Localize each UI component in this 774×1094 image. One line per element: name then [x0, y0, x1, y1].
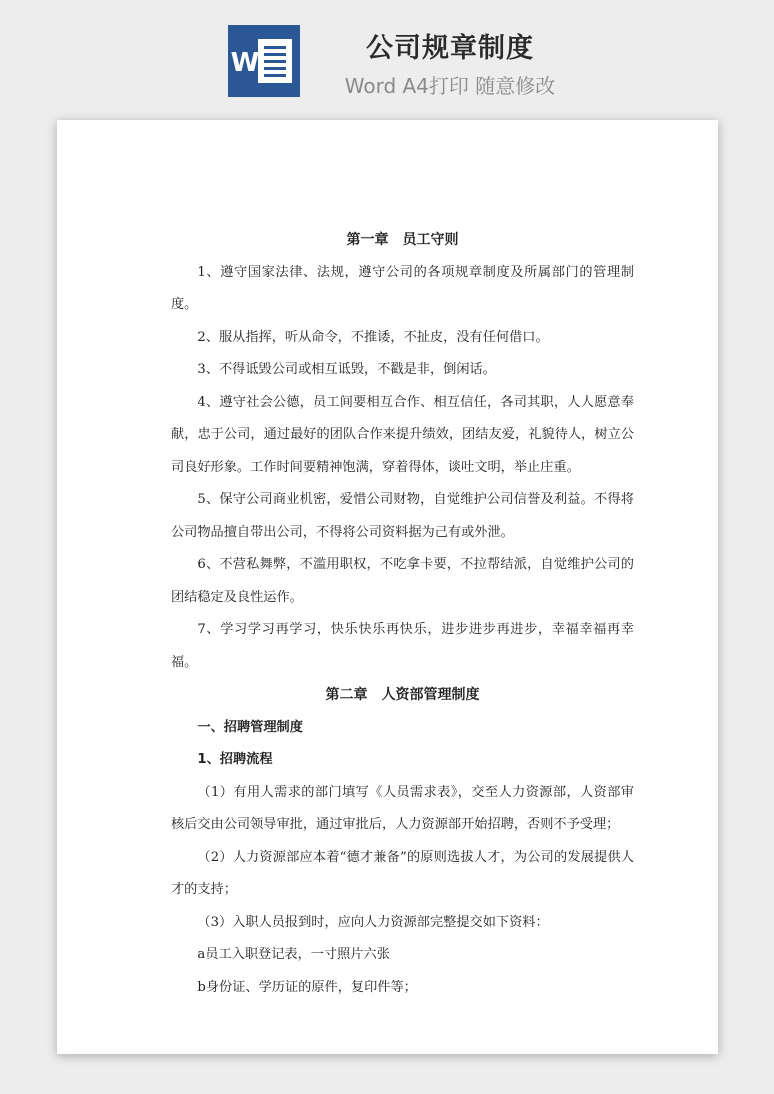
chapter2-item-2: （2）人力资源部应本着“德才兼备”的原则选拔人才，为公司的发展提供人才的支持； [171, 849, 634, 897]
chapter2-item-4: a员工入职登记表，一寸照片六张 [197, 947, 390, 962]
document-body [171, 224, 634, 1004]
chapter1-item-1: 1、遵守国家法律、法规，遵守公司的各项规章制度及所属部门的管理制度。 [171, 264, 634, 312]
word-document-icon [228, 25, 300, 97]
chapter2-item-3: （3）入职人员报到时，应向人力资源部完整提交如下资料： [197, 914, 549, 930]
document-page [57, 120, 718, 1054]
svg-text:W: W [230, 48, 260, 78]
section-title: 一、招聘管理制度 [197, 719, 303, 735]
chapter1-item-7: 7、学习学习再学习，快乐快乐再快乐，进步进步再进步，幸福幸福再幸福。 [171, 622, 634, 670]
header-banner [0, 0, 774, 118]
chapter2-item-5: b身份证、学历证的原件，复印件等； [197, 979, 417, 995]
banner-title: 公司规章制度 [366, 33, 534, 64]
chapter2-item-1: （1）有用人需求的部门填写《人员需求表》，交至人力资源部，人资部审核后交由公司领导审批，通过审批后，人力资源部开始招聘，否则不予受理； [171, 784, 634, 832]
chapter1-item-6: 6、不营私舞弊，不滥用职权，不吃拿卡要，不拉帮结派，自觉维护公司的团结稳定及良性运作。 [171, 557, 634, 605]
chapter1-item-3: 3、不得诋毁公司或相互诋毁，不戳是非，倒闲话。 [197, 362, 496, 377]
chapter2-title: 第二章 人资部管理制度 [325, 687, 480, 703]
chapter1-item-5: 5、保守公司商业机密，爱惜公司财物，自觉维护公司信誉及利益。不得将公司物品擅自带出公司，不得将公司资料据为己有或外泄。 [171, 492, 634, 540]
chapter1-item-2: 2、服从指挥，听从命令，不推诿，不扯皮，没有任何借口。 [197, 329, 549, 345]
chapter1-title: 第一章 员工守则 [346, 232, 459, 248]
subsection-title: 1、招聘流程 [197, 752, 273, 767]
chapter1-item-4: 4、遵守社会公德，员工间要相互合作、相互信任，各司其职，人人愿意奉献，忠于公司，通过最好的团队合作来提升绩效，团结友爱，礼貌待人，树立公司良好形象。工作时间要精神饱满，穿着得体，谈吐文明，举止庄重。 [171, 394, 634, 475]
banner-subtitle: Word A4打印 随意修改 [344, 74, 556, 98]
